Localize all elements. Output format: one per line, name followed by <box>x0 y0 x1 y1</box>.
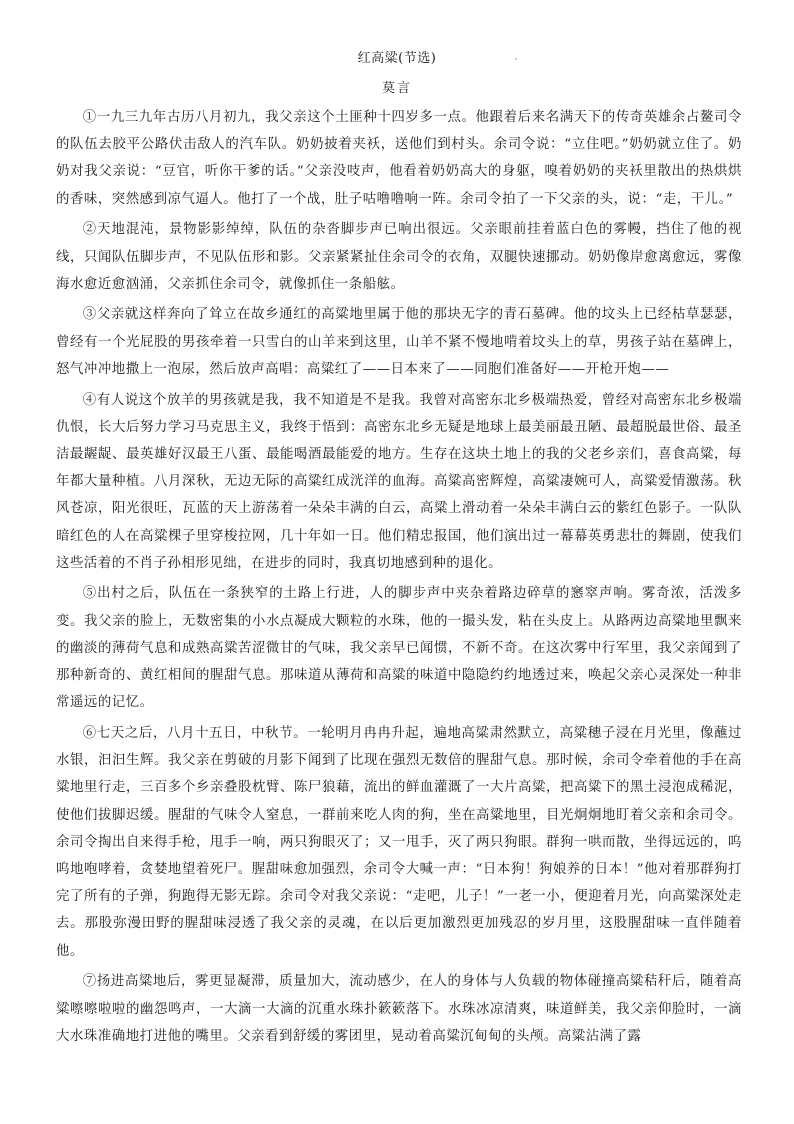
document-title: 红高粱(节选) <box>357 51 437 66</box>
paragraph-7: ⑦扬进高粱地后，雾更显凝滞，质量加大，流动感少，在人的身体与人负载的物体碰撞高粱秸秆后，随着高粱嚓嚓啦啦的幽怨鸣声，一大滴一大滴的沉重水珠扑簌簌落下。水珠冰凉清爽，味道鲜美，我父亲仰脸时，一滴大水珠准确地打进他的嘴里。父亲看到舒缓的雾团里，晃动着高粱沉甸甸的头颅。高粱沾满了露 <box>56 974 742 1044</box>
paragraph-3: ③父亲就这样奔向了耸立在故乡通红的高粱地里属于他的那块无字的青石墓碑。他的坟头上已经枯草瑟瑟，曾经有一个光屁股的男孩牵着一只雪白的山羊来到这里，山羊不紧不慢地啃着坟头上的草，男孩子站在墓碑上，怒气冲冲地撒上一泡尿，然后放声高唱：高粱红了——日本来了——同胞们准备好——开枪开炮—— <box>56 307 742 377</box>
paragraph-6: ⑥七天之后，八月十五日，中秋节。一轮明月冉冉升起，遍地高粱肃然默立，高粱穗子浸在月光里，像蘸过水银，汩汩生辉。我父亲在剪破的月影下闻到了比现在强烈无数倍的腥甜气息。那时候，余司令牵着他的手在高粱地里行走，三百多个乡亲叠股枕臂、陈尸狼藉，流出的鲜血灌溉了一大片高粱，把高粱下的黑土浸泡成稀泥，使他们拔脚迟缓。腥甜的气味令人窒息，一群前来吃人肉的狗，坐在高粱地里，目光炯炯地盯着父亲和余司令。余司令掏出自来得手枪，甩手一响，两只狗眼灭了；又一甩手，灭了两只狗眼。群狗一哄而散，坐得远远的，呜呜地咆哮着，贪婪地望着死尸。腥甜味愈加强烈，余司令大喊一声：“日本狗！狗娘养的日本！”他对着那群狗打完了所有的子弹，狗跑得无影无踪。余司令对我父亲说：“走吧，儿子！”一老一小，便迎着月光，向高粱深处走去。那股弥漫田野的腥甜味浸透了我父亲的灵魂，在以后更加激烈更加残忍的岁月里，这股腥甜味一直伴随着他。 <box>56 725 742 959</box>
paragraph-2: ②天地混沌，景物影影绰绰，队伍的杂沓脚步声已响出很远。父亲眼前挂着蓝白色的雾幔，挡住了他的视线，只闻队伍脚步声，不见队伍形和影。父亲紧紧扯住余司令的衣角，双腿快速挪动。奶奶像岸愈离愈远，雾像海水愈近愈汹涌，父亲抓住余司令，就像抓住一条船舷。 <box>56 222 742 292</box>
document-body <box>56 104 742 1053</box>
paragraph-5: ⑤出村之后，队伍在一条狭窄的土路上行进，人的脚步声中夹杂着路边碎草的窸窣声响。雾奇浓，活泼多变。我父亲的脸上，无数密集的小水点凝成大颗粒的水珠，他的一撮头发，粘在头皮上。从路两边高粱地里飘来的幽淡的薄荷气息和成熟高粱苦涩微甘的气味，我父亲早已闻惯，不新不奇。在这次雾中行军里，我父亲闻到了那种新奇的、黄红相间的腥甜气息。那味道从薄荷和高粱的味道中隐隐约约地透过来，唤起父亲心灵深处一种非常遥远的记忆。 <box>56 586 742 711</box>
paragraph-4: ④有人说这个放羊的男孩就是我，我不知道是不是我。我曾对高密东北乡极端热爱，曾经对高密东北乡极端仇恨，长大后努力学习马克思主义，我终于悟到：高密东北乡无疑是地球上最美丽最丑陋、最超脱最世俗、最圣洁最龌龊、最英雄好汉最王八蛋、最能喝酒最能爱的地方。生存在这块土地上的我的父老乡亲们，喜食高粱，每年都大量种植。八月深秋，无边无际的高粱红成洸洋的血海。高粱高密辉煌，高粱凄婉可人，高粱爱情激荡。秋风苍凉，阳光很旺，瓦蓝的天上游荡着一朵朵丰满的白云，高粱上滑动着一朵朵丰满白云的紫红色影子。一队队暗红色的人在高粱棵子里穿梭拉网，几十年如一日。他们精忠报国，他们演出过一幕幕英勇悲壮的舞剧，使我们这些活着的不肖子孙相形见绌，在进步的同时，我真切地感到种的退化。 <box>56 392 742 571</box>
paragraph-1: ①一九三九年古历八月初九，我父亲这个土匪种十四岁多一点。他跟着后来名满天下的传奇英雄余占鳌司令的队伍去胶平公路伏击敌人的汽车队。奶奶披着夹袄，送他们到村头。余司令说：“立住吧。”奶奶就立住了。奶奶对我父亲说：“豆官，听你干爹的话。”父亲没吱声，他看着奶奶高大的身躯，嗅着奶奶的夹袄里散出的热烘烘的香味，突然感到凉气逼人。他打了一个战，肚子咕噜噜响一阵。余司令拍了一下父亲的头，说：“走，干儿。” <box>56 110 742 207</box>
document-author: 莫言 <box>381 81 412 96</box>
